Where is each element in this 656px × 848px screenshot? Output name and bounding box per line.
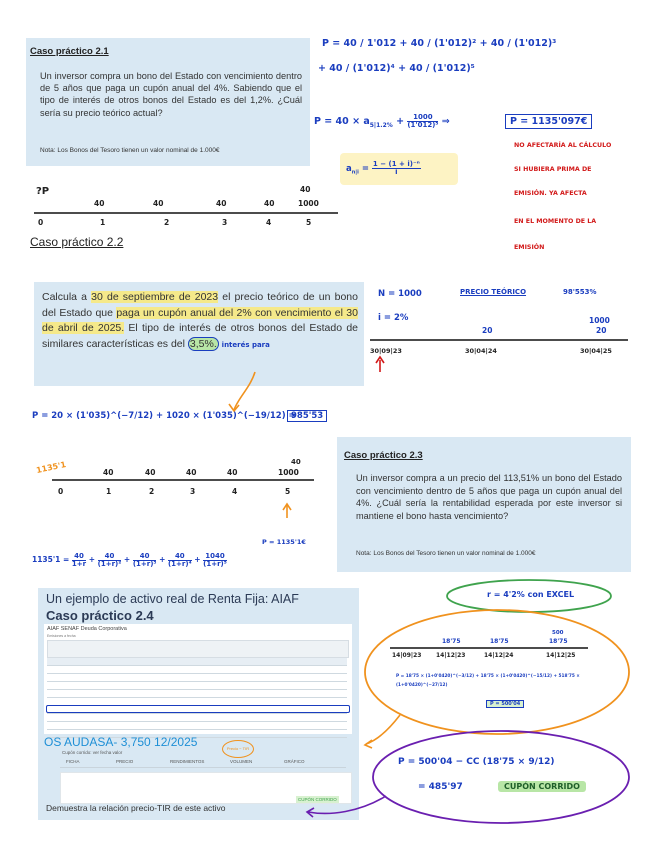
case2-cf-mid: 20 bbox=[482, 326, 493, 335]
case2-date: 30|04|25 bbox=[580, 347, 612, 355]
case1-timeline-top: ?P bbox=[36, 186, 50, 197]
bond-title: OS AUDASA- 3,750 12/2025 bbox=[44, 735, 198, 749]
case3-eq-frac: $\frac{40}{\text{(1+r)³}}$ bbox=[132, 551, 157, 568]
orange-date: 14|12|24 bbox=[484, 652, 514, 659]
purple-line2b: CUPÓN CORRIDO bbox=[498, 781, 586, 792]
case4-title: Caso práctico 2.4 bbox=[46, 608, 154, 623]
orange-cf: 18'75 bbox=[490, 638, 509, 645]
case1-timeline-tick: 2 bbox=[164, 218, 170, 227]
case3-eq-frac: $\frac{40}{1+r}$ bbox=[71, 551, 87, 568]
excel-note: r = 4'2% con EXCEL bbox=[487, 590, 575, 599]
case1-title: Caso práctico 2.1 bbox=[30, 46, 109, 57]
case2-precio-label: PRECIO TEÓRICO bbox=[460, 288, 527, 296]
case3-timeline-cf: 40 bbox=[103, 468, 114, 477]
case2-date: 30|09|23 bbox=[370, 347, 402, 355]
case3-eq-frac: $\frac{1040}{\text{(1+r)⁵}}$ bbox=[203, 551, 227, 568]
case3-title: Caso práctico 2.3 bbox=[344, 450, 423, 461]
case2-text-b: el precio teórico de un bono del Estado que bbox=[42, 291, 358, 319]
case2-n-line: N = 1000 bbox=[378, 289, 422, 299]
case2-interes-note: interés para bbox=[221, 340, 270, 349]
case1-timeline-tick: 1 bbox=[100, 218, 106, 227]
cupon-corrido-box: CUPÓN CORRIDO bbox=[298, 797, 337, 802]
case3-note: Nota: Los Bonos del Tesoro tienen un valor nominal de 1.000€ bbox=[356, 550, 536, 557]
case2-text-a: Calcula a bbox=[42, 291, 92, 303]
case3-timeline-tick: 0 bbox=[58, 487, 64, 496]
case3-timeline-tick: 1 bbox=[106, 487, 112, 496]
case1-text: Un inversor compra un bono del Estado con vencimiento dentro de 5 años que paga un cupón anual del 4%. Sabiendo que el tipo de interés de otros bonos del Estado es del 1,2%. ¿Cuál sería su precio teórico actual? bbox=[40, 71, 302, 118]
case3-timeline-cf: 40 bbox=[186, 468, 197, 477]
case3-timeline-tick: 5 bbox=[285, 487, 291, 496]
case3-p-equals: P = 1135'1€ bbox=[262, 538, 306, 546]
annuity-eq: = bbox=[361, 164, 369, 174]
case2-date: 30|04|24 bbox=[465, 347, 497, 355]
case1-timeline-tick: 5 bbox=[306, 218, 312, 227]
tab-grafico[interactable]: GRÁFICO bbox=[284, 759, 305, 764]
case3-eq-frac: $\frac{40}{\text{(1+r)⁴}}$ bbox=[167, 551, 192, 568]
bond-bubble: Precio − TIR bbox=[222, 740, 254, 758]
case1-result: P = 1135'097€ bbox=[505, 114, 592, 129]
case2-title: Caso práctico 2.2 bbox=[30, 235, 124, 249]
red-note-line: EMISIÓN bbox=[514, 244, 545, 251]
case3-timeline-cf: 40 bbox=[145, 468, 156, 477]
case1-formula-arrow: ⇒ bbox=[441, 116, 450, 127]
purple-line1: P = 500'04 − CC (18'75 × 9/12) bbox=[398, 757, 555, 767]
annuity-label: a bbox=[346, 164, 352, 174]
case1-timeline-tick: 3 bbox=[222, 218, 228, 227]
case1-timeline-cf: 1000 bbox=[298, 199, 319, 208]
case3-timeline-cf: 1000 bbox=[278, 468, 299, 477]
case2-formula: P = 20 × (1'035)^(−7/12) + 1020 × (1'035)^(−19/12) = bbox=[32, 411, 296, 421]
case2-highlight-coupon: paga un cupón anual del 2% con vencimiento el 30 de abril de 2025. bbox=[42, 306, 358, 335]
orange-cf: 18'75 bbox=[442, 638, 461, 645]
case2-highlight-date: 30 de septiembre de 2023 bbox=[91, 291, 219, 303]
red-note-line: EN EL MOMENTO DE LA bbox=[514, 218, 597, 225]
case1-frac-den: (1'012)⁵ bbox=[407, 121, 439, 129]
case3-price-label: 1135'1 bbox=[35, 459, 67, 476]
orange-formula: P = 18'75 × (1+0'0420)^(−3/12) + 18'75 × (1+0'0420)^(−15/12) + 518'75 × (1+0'0420)^(−27/12) bbox=[396, 674, 580, 688]
case4-heading: Un ejemplo de activo real de Renta Fija: AIAF bbox=[46, 592, 299, 606]
case1-timeline-top: 40 bbox=[300, 185, 311, 194]
case2-highlight-rate: 3,5%. bbox=[189, 337, 217, 350]
red-note-line: NO AFECTARÍA AL CÁLCULO bbox=[514, 142, 612, 149]
case1-timeline-cf: 40 bbox=[153, 199, 164, 208]
case3-eq-prefix: 1135'1 = bbox=[32, 555, 70, 564]
orange-cf: 18'75 bbox=[549, 638, 568, 645]
tab-precio[interactable]: PRECIO bbox=[116, 759, 134, 764]
orange-cf-end-top: 500 bbox=[552, 630, 564, 636]
tab-ficha[interactable]: FICHA bbox=[66, 759, 80, 764]
case2-cf-end: 20 bbox=[596, 326, 607, 335]
annuity-den: i bbox=[395, 168, 398, 176]
orange-date: 14|09|23 bbox=[392, 652, 422, 659]
case1-formula-p-start: P = 40 × a bbox=[314, 116, 370, 127]
purple-line2a: = 485'97 bbox=[418, 782, 463, 792]
case1-frac-num: 1000 bbox=[407, 114, 438, 122]
case3-eq-frac: $\frac{40}{\text{(1+r)²}}$ bbox=[97, 551, 122, 568]
case1-timeline-cf: 40 bbox=[264, 199, 275, 208]
orange-date: 14|12|25 bbox=[546, 652, 576, 659]
orange-date: 14|12|23 bbox=[436, 652, 466, 659]
annuity-num: 1 − (1 + i)⁻ⁿ bbox=[372, 160, 420, 168]
red-note-line: EMISIÓN. YA AFECTA bbox=[514, 190, 587, 197]
annuity-sub: n|i bbox=[351, 169, 359, 176]
case1-formula-line2: + 40 / (1'012)⁴ + 40 / (1'012)⁵ bbox=[318, 63, 475, 74]
case1-timeline-cf: 40 bbox=[94, 199, 105, 208]
case1-note: Nota: Los Bonos del Tesoro tienen un valor nominal de 1.000€ bbox=[40, 147, 220, 154]
case4-footer: Demuestra la relación precio-TIR de este activo bbox=[46, 803, 226, 813]
case3-text: Un inversor compra a un precio del 113,51% un bono del Estado con vencimiento dentro de 5 años que paga un cupón anual del 4%. ¿Cuál sería la rentabilidad esperada por este inversor si mantiene el bono hasta vencimiento? bbox=[356, 473, 622, 521]
orange-result: P = 500'04 bbox=[486, 700, 524, 708]
case2-i-line: i = 2% bbox=[378, 313, 409, 323]
case3-timeline-tick: 3 bbox=[190, 487, 196, 496]
case1-formula-plus: + bbox=[396, 116, 405, 127]
case1-formula-line1: P = 40 / 1'012 + 40 / (1'012)² + 40 / (1'012)³ bbox=[322, 38, 557, 49]
red-note-line: SI HUBIERA PRIMA DE bbox=[514, 166, 592, 173]
case1-timeline-tick: 0 bbox=[38, 218, 44, 227]
case3-timeline-tick: 4 bbox=[232, 487, 238, 496]
case3-timeline-cf: 40 bbox=[227, 468, 238, 477]
case2-precio-value: 98'553% bbox=[563, 288, 597, 296]
case3-timeline-top-end: 40 bbox=[291, 458, 301, 466]
case1-timeline-tick: 4 bbox=[266, 218, 272, 227]
aiaf-date-caption: Emisiones a fecha bbox=[47, 634, 76, 638]
case1-timeline-cf: 40 bbox=[216, 199, 227, 208]
bond-small-caption: Cupón corrido: ver fecha valor bbox=[62, 750, 123, 755]
tab-volumen[interactable]: VOLUMEN bbox=[230, 759, 253, 764]
case2-text-c: El tipo de interés de otros bonos del Estado de similares características es del bbox=[42, 322, 358, 350]
tab-rendimientos[interactable]: RENDIMIENTOS bbox=[170, 759, 205, 764]
case3-equation: 1135'1 = $\frac{40}{1+r}$ + $\frac{40}{\text{(1+r)²}}$ + $\frac{40}{\text{(1+r)³}}$ + $\frac{40}{\text{(1+r)⁴}}$ + $\frac{1040}{\text{(1+r)⁵}}$ bbox=[32, 551, 227, 568]
case2-formula-result: 985'53 bbox=[287, 410, 327, 422]
case2-cf-end-top: 1000 bbox=[589, 316, 610, 325]
aiaf-table-title: AIAF SENAF Deuda Corporativa bbox=[47, 626, 127, 632]
case3-timeline-tick: 2 bbox=[149, 487, 155, 496]
case1-formula-p-sub: 5|1.2% bbox=[369, 121, 393, 129]
